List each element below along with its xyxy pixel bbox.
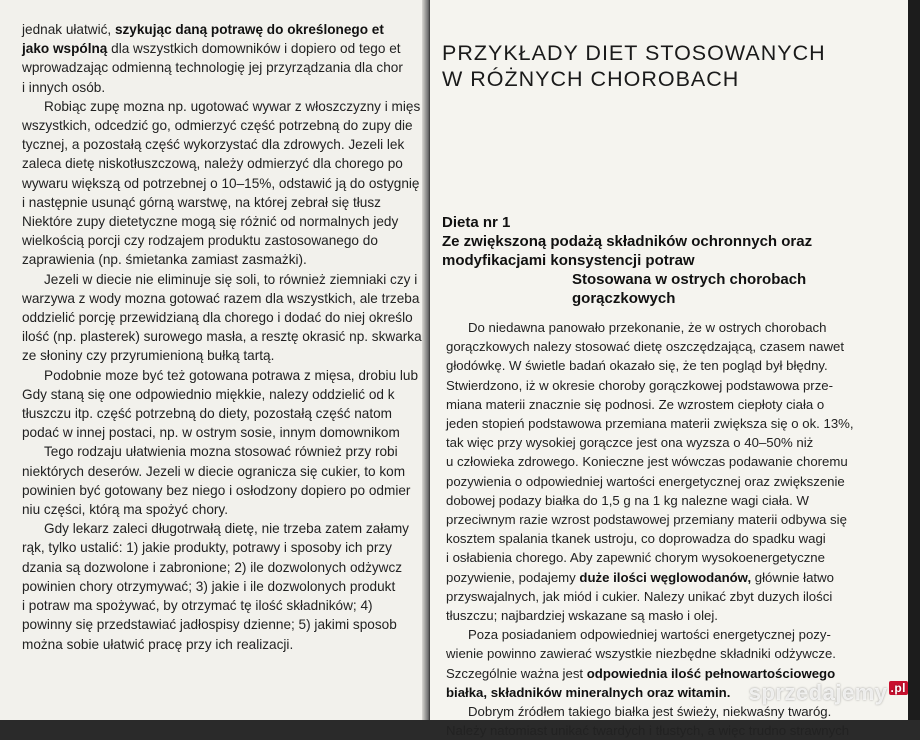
text-segment: wielkością porcji czy rodzajem produktu zastosowanego do <box>22 233 378 249</box>
chapter-heading-line: W RÓŻNYCH CHOROBACH <box>442 67 740 91</box>
text-line <box>22 78 482 97</box>
text-segment: podać w innej postaci, np. w ostrym sosie, innym domownikom <box>22 425 400 441</box>
text-segment: pozywienia o odpowiedniej wartości energetycznej oraz zwiększenie <box>446 473 845 489</box>
text-line <box>22 481 482 500</box>
diet-note-line: Stosowana w ostrych chorobach <box>572 271 807 288</box>
watermark-text: sprzedajemy <box>748 680 888 705</box>
text-segment: ilość (np. plasterek) surowego masła, a resztę okrasić np. skwarka <box>22 329 422 345</box>
text-line <box>446 433 892 452</box>
text-segment: Tego rodzaju ułatwienia mozna stosować również przy robi <box>44 444 398 460</box>
text-line <box>446 395 892 414</box>
text-line <box>446 356 892 375</box>
text-segment: przyswajalnych, jak miód i cukier. Nalezy unikać zbyt duzych ilości <box>446 588 833 604</box>
text-line <box>22 615 482 634</box>
text-segment: Jezeli w diecie nie eliminuje się soli, to również ziemniaki czy i <box>44 271 418 287</box>
text-segment: wprowadzając odmienną technologię jej przyrządzania dla chor <box>22 60 403 76</box>
text-line <box>22 442 482 461</box>
text-segment: i następnie usunąć górną warstwę, na której zebrał się tłusz <box>22 194 381 210</box>
text-segment: powinien chory otrzymywać; 3) jakie i ile dozwolonych produkt <box>22 578 396 594</box>
text-segment: Dobrym źródłem takiego białka jest świeży, niekwaśny twaróg. <box>468 704 832 720</box>
text-segment: wszystkich, odcedzić go, odmierzyć część potrzebną do zupy die <box>22 118 413 134</box>
text-line <box>22 577 482 596</box>
text-line <box>446 529 892 548</box>
bold-text-segment: duże ilości węglowodanów, <box>579 569 752 585</box>
text-line <box>22 270 482 289</box>
bold-text-segment: szykując daną potrawę do określonego et <box>114 22 384 37</box>
text-segment: można sobie ułatwić pracę przy ich realizacji. <box>22 636 294 652</box>
text-line <box>446 606 892 625</box>
text-line <box>22 174 482 193</box>
text-line <box>22 558 482 577</box>
text-segment: dobowej podazy białka do 1,5 g na 1 kg nalezne wagi ciała. W <box>446 492 809 508</box>
text-segment: Poza posiadaniem odpowiedniej wartości energetycznej pozy- <box>468 627 831 643</box>
text-line <box>22 519 482 538</box>
text-line <box>22 346 482 365</box>
text-segment: Gdy lekarz zaleci długotrwałą dietę, nie trzeba zatem załamy <box>44 521 409 537</box>
text-line <box>22 212 482 231</box>
text-line <box>446 491 892 510</box>
text-segment: warzywa z wody mozna gotować razem dla wszystkich, ale trzeba <box>22 290 420 306</box>
left-page-text <box>22 20 482 654</box>
text-segment: Robiąc zupę mozna np. ugotować wywar z włoszczyzny i mięs <box>44 98 421 114</box>
text-segment: tak więc przy wysokiej gorączce jest ona wyzsza o 40–50% niż <box>446 435 814 451</box>
bold-text-segment: białka, składników mineralnych oraz witamin. <box>446 684 731 700</box>
text-segment: tłuszczu itp. część potrzebną do diety, pozostałą część natom <box>22 406 392 422</box>
text-segment: kosztem spalania tkanek ustroju, co doprowadza do spadku wagi <box>446 531 826 547</box>
text-line <box>446 318 892 337</box>
text-segment: powinien być gotowany bez niego i osłodzony dopiero po odmier <box>22 482 411 498</box>
text-segment: niu części, którą ma spożyć chory. <box>22 502 228 518</box>
diet-subtitle-line: Ze zwiększoną podażą składników ochronnych oraz <box>442 233 813 250</box>
text-line <box>22 596 482 615</box>
watermark-suffix: .pl <box>890 680 906 695</box>
text-segment: Gdy staną się one odpowiednio miękkie, nalezy oddzielić od k <box>22 386 395 402</box>
text-segment: jeden stopień podstawowa przemiana materii zwiększa się o ok. 13%, <box>446 416 854 432</box>
text-segment: Do niedawna panowało przekonanie, że w ostrych chorobach <box>468 320 827 335</box>
text-segment: rąk, tylko ustalić: 1) jakie produkty, potrawy i sposoby ich przy <box>22 540 392 556</box>
text-segment: i osłabienia chorego. Aby zapewnić chorym wysokoenergetyczne <box>446 550 825 566</box>
text-segment: oddzielić porcję przewidzianą dla chorego i dodać do niej określo <box>22 310 413 326</box>
right-page-text <box>446 318 892 740</box>
text-line <box>446 644 892 663</box>
text-line <box>446 472 892 491</box>
text-line <box>22 231 482 250</box>
text-segment: tłuszczu; najbardziej wskazane są masło i olej. <box>446 608 718 624</box>
text-segment: niektórych deserów. Jezeli w diecie ogranicza się cukier, to kom <box>22 463 406 479</box>
diet-header <box>442 213 812 308</box>
bold-text-segment: odpowiednia ilość pełnowartościowego <box>586 665 836 681</box>
text-line <box>446 625 892 644</box>
text-segment: głodówkę. W świetle badań okazało się, że ten pogląd był błędny. <box>446 358 828 374</box>
text-line <box>22 500 482 519</box>
diet-note-line: gorączkowych <box>572 290 676 307</box>
text-line <box>22 39 482 58</box>
text-segment: tycznej, a pozostałą część wykorzystać dla zdrowych. Jezeli lek <box>22 137 405 153</box>
bold-text-segment: jako wspólną <box>22 41 108 57</box>
text-segment: wywaru większą od potrzebnej o 10–15%, odstawić ją do ostygnię <box>22 175 420 191</box>
text-line <box>446 414 892 433</box>
text-segment: Stwierdzono, iż w okresie choroby gorączkowej podstawowa prze- <box>446 377 834 393</box>
chapter-heading <box>442 40 826 92</box>
text-segment: wienie powinno zawierać wszystkie niezbędne składniki odżywcze. <box>446 646 836 662</box>
text-segment: Niektóre zupy dietetyczne mogą się różnić od normalnych jedy <box>22 214 399 230</box>
right-page <box>430 0 908 739</box>
text-line <box>446 587 892 606</box>
text-segment: dla wszystkich domowników i dopiero od tego et <box>107 41 401 57</box>
page-edge-shadow <box>908 0 920 720</box>
text-line <box>22 193 482 212</box>
text-segment: jednak ułatwić, <box>22 22 115 37</box>
text-segment: Podobnie moze być też gotowana potrawa z mięsa, drobiu lub <box>44 367 419 383</box>
text-line <box>22 538 482 557</box>
text-line <box>446 510 892 529</box>
text-segment: zaleca dietę niskotłuszczową, należy odmierzyć dla chorego po <box>22 156 403 172</box>
watermark <box>749 680 908 706</box>
text-line <box>446 376 892 395</box>
text-segment: gorączkowych nalezy stosować dietę oszczędzającą, czasem nawet <box>446 339 845 355</box>
text-line <box>22 308 482 327</box>
text-line <box>22 20 482 39</box>
left-page <box>0 0 428 720</box>
text-line <box>22 462 482 481</box>
text-line <box>22 97 482 116</box>
text-line <box>22 423 482 442</box>
text-line <box>22 250 482 269</box>
text-segment: i innych osób. <box>22 79 106 95</box>
text-segment: ze słoniny czy przyrumienioną bułką tartą. <box>22 348 275 364</box>
text-segment: u człowieka zdrowego. Konieczne jest wówczas podawanie choremu <box>446 454 848 470</box>
text-line <box>22 635 482 654</box>
text-segment: zaprawienia (np. śmietanka zamiast zasmażki). <box>22 252 307 268</box>
text-segment: głównie łatwo <box>751 569 834 585</box>
text-line <box>446 568 892 587</box>
diet-subtitle-line: modyfikacjami konsystencji potraw <box>442 252 695 269</box>
text-line <box>22 366 482 385</box>
text-line <box>22 135 482 154</box>
diet-title: Dieta nr 1 <box>442 214 511 231</box>
text-segment: Należy natomiast unikać twardych i tłustych, a więc trudno strawnych <box>446 723 850 739</box>
text-segment: przeciwnym razie wzrost podstawowej przemiany materii odbywa się <box>446 512 847 528</box>
text-line <box>22 58 482 77</box>
text-line <box>446 337 892 356</box>
text-line <box>22 289 482 308</box>
text-segment: miana materii znacznie się podnosi. Ze wzrostem ciepłoty ciała o <box>446 396 825 412</box>
text-segment: Szczególnie ważna jest <box>446 665 587 681</box>
text-line <box>446 548 892 567</box>
text-segment: i potraw ma spożywać, by otrzymać tę ilość składników; 4) <box>22 598 373 614</box>
text-line <box>446 452 892 471</box>
text-line <box>22 154 482 173</box>
text-line <box>22 385 482 404</box>
text-segment: pozywienie, podajemy <box>446 569 580 585</box>
text-line <box>446 721 892 740</box>
text-line <box>22 327 482 346</box>
chapter-heading-line: PRZYKŁADY DIET STOSOWANYCH <box>442 41 826 65</box>
text-segment: powinny się przedstawiać jadłospisy dzienne; 5) jakimi sposob <box>22 617 397 633</box>
text-segment: dzania są dozwolone i zabronione; 2) ile dozwolonych odżywcz <box>22 559 403 575</box>
text-line <box>22 116 482 135</box>
text-line <box>22 404 482 423</box>
